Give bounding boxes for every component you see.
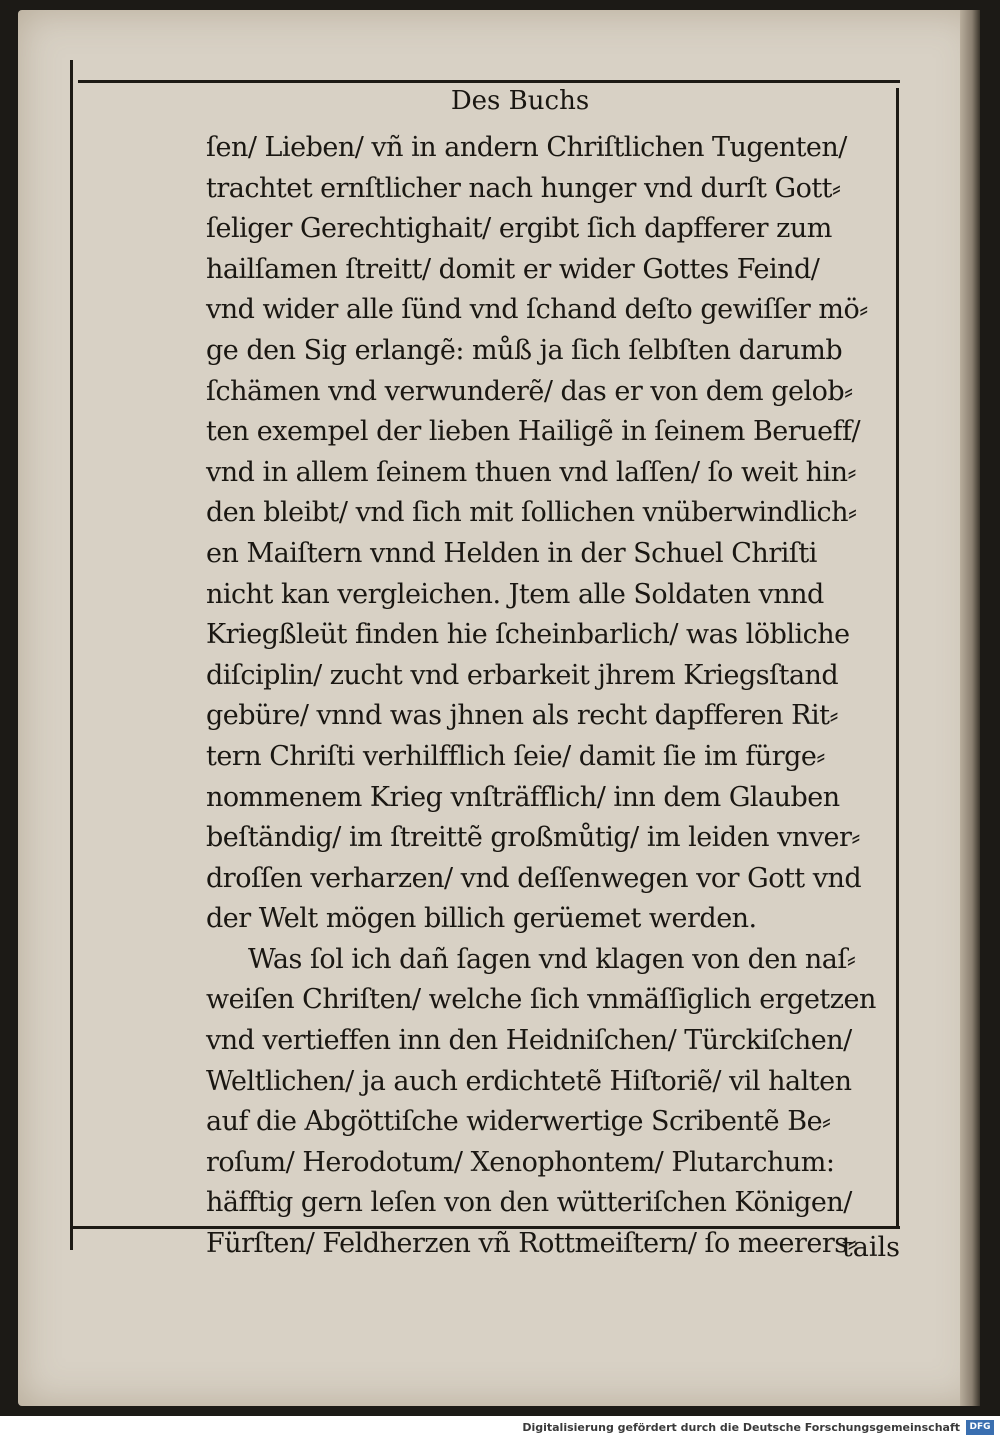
text-line: en Maiſtern vnnd Helden in der Schuel Chriſti [206, 537, 817, 569]
text-line: ſeliger Gerechtighait/ ergibt ſich dapfferer zum [206, 213, 832, 245]
text-line: vnd in allem ſeinem thuen vnd laſſen/ ſo weit hin⸗ [206, 456, 857, 488]
text-line: Kriegßleüt finden hie ſcheinbarlich/ was löbliche [206, 619, 850, 651]
text-line: Weltlichen/ ja auch erdichtetẽ Hiſtoriẽ/ vil halten [206, 1065, 852, 1097]
text-line: ſen/ Lieben/ vñ in andern Chriſtlichen Tugenten/ [206, 132, 847, 163]
text-line: gebüre/ vnnd was jhnen als recht dapfferen Rit⸗ [206, 700, 838, 732]
page-edge [960, 10, 980, 1406]
text-line: weiſen Chriſten/ welche ſich vnmäſſiglich ergetzen [206, 984, 876, 1016]
text-line: beſtändig/ im ſtreittẽ großmůtig/ im leiden vnver⸗ [206, 822, 860, 854]
text-line: nommenem Krieg vnſträfflich/ inn dem Glauben [206, 781, 840, 813]
text-line: ten exempel der lieben Hailigẽ in ſeinem Berueff/ [206, 416, 861, 448]
text-line-paragraph-start: Was ſol ich dañ ſagen vnd klagen von den naſ⸗ [248, 943, 856, 975]
footer-bar [0, 1416, 1000, 1441]
frame-rule-top [78, 80, 900, 83]
running-head: Des Buchs [450, 86, 590, 116]
catchword: tails [841, 1232, 900, 1263]
text-line: nicht kan vergleichen. Jtem alle Soldaten vnnd [206, 578, 824, 610]
text-line: hailſamen ſtreitt/ domit er wider Gottes Feind/ [206, 253, 820, 285]
text-line: droſſen verharzen/ vnd deſſenwegen vor Gott vnd [206, 862, 862, 894]
text-line: trachtet ernſtlicher nach hunger vnd durſt Gott⸗ [206, 172, 841, 204]
text-line: tern Chriſti verhilfflich ſeie/ damit ſie im fürge⸗ [206, 740, 825, 772]
text-line: auf die Abgöttiſche widerwertige Scribentẽ Be⸗ [206, 1106, 831, 1138]
text-line: diſciplin/ zucht vnd erbarkeit jhrem Kriegsſtand [206, 659, 839, 691]
text-line: ſchämen vnd verwunderẽ/ das er von dem gelob⸗ [206, 375, 853, 407]
text-line: Fürſten/ Feldherzen vñ Rottmeiſtern/ ſo meerers⸗ [206, 1228, 857, 1260]
dfg-logo-icon: DFG [966, 1420, 994, 1435]
frame-rule-right [896, 88, 899, 1228]
text-line: häfftig gern leſen von den wütteriſchen Königen/ [206, 1187, 852, 1219]
text-line: den bleibt/ vnd ſich mit ſollichen vnüberwindlich⸗ [206, 497, 857, 529]
text-block [206, 128, 892, 1265]
text-line: vnd wider alle ſünd vnd ſchand deſto gewiſſer mö⸗ [206, 294, 868, 326]
text-line: roſum/ Herodotum/ Xenophontem/ Plutarchum: [206, 1146, 835, 1178]
footer-credit: Digitalisierung gefördert durch die Deutsche Forschungsgemeinschaft [522, 1421, 960, 1434]
text-line: vnd vertieffen inn den Heidniſchen/ Türckiſchen/ [206, 1025, 852, 1057]
text-line: ge den Sig erlangẽ: můß ja ſich ſelbſten darumb [206, 334, 843, 366]
frame-rule-left [70, 60, 73, 1250]
text-line: der Welt mögen billich gerüemet werden. [206, 903, 757, 935]
